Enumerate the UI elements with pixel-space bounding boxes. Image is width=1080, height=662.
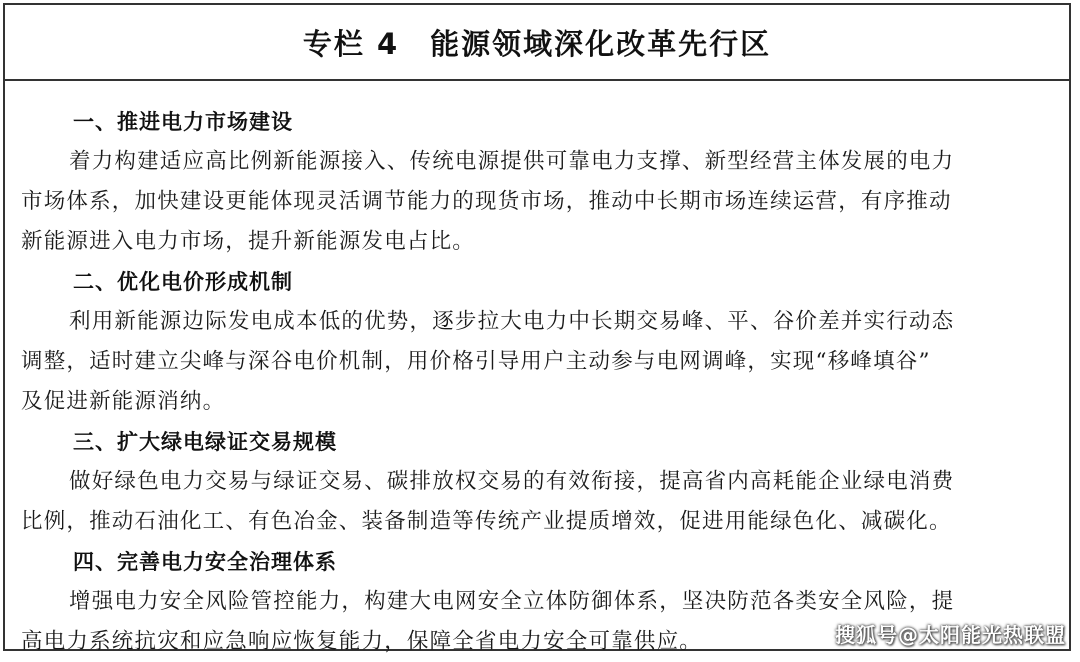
section-1-line-3: 新能源进入电力市场，提升新能源发电占比。	[21, 229, 476, 254]
column-title: 专栏 4 能源领域深化改革先行区	[302, 26, 772, 61]
section-4-line-2: 高电力系统抗灾和应急响应恢复能力，保障全省电力安全可靠供应。	[21, 629, 703, 654]
title-bar	[5, 5, 1069, 81]
section-heading-2: 二、优化电价形成机制	[73, 270, 293, 294]
source-watermark: 搜狐号@太阳能光热联盟	[835, 623, 1066, 647]
section-4-line-1: 增强电力安全风险管控能力，构建大电网安全立体防御体系，坚决防范各类安全风险，提	[69, 589, 955, 614]
section-2-line-3: 及促进新能源消纳。	[21, 389, 226, 414]
column-box	[3, 3, 1071, 654]
section-heading-4: 四、完善电力安全治理体系	[73, 550, 337, 574]
section-1-line-1: 着力构建适应高比例新能源接入、传统电源提供可靠电力支撑、新型经营主体发展的电力	[69, 149, 955, 174]
section-2-line-2: 调整，适时建立尖峰与深谷电价机制，用价格引导用户主动参与电网调峰，实现“移峰填谷”	[21, 349, 931, 374]
section-3-line-1: 做好绿色电力交易与绿证交易、碳排放权交易的有效衔接，提高省内高耗能企业绿电消费	[69, 469, 955, 494]
section-heading-3: 三、扩大绿电绿证交易规模	[73, 430, 337, 454]
section-2-line-1: 利用新能源边际发电成本低的优势，逐步拉大电力中长期交易峰、平、谷价差并实行动态	[69, 309, 955, 334]
section-3-line-2: 比例，推动石油化工、有色冶金、装备制造等传统产业提质增效，促进用能绿色化、减碳化。	[21, 509, 952, 534]
section-heading-1: 一、推进电力市场建设	[73, 110, 293, 134]
column-content	[21, 102, 1061, 662]
section-1-line-2: 市场体系，加快建设更能体现灵活调节能力的现货市场，推动中长期市场连续运营，有序推动	[21, 189, 952, 214]
